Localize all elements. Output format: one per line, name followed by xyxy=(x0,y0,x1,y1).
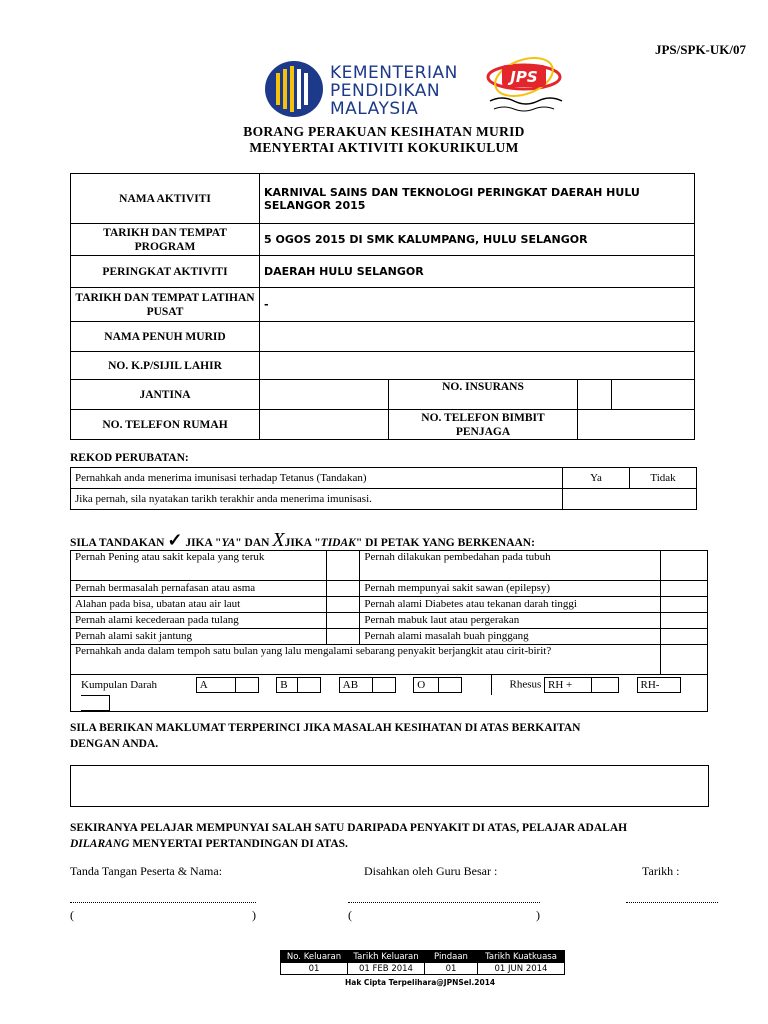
health-item-right: Pernah alami Diabetes atau tekanan darah tinggi xyxy=(360,597,660,613)
student-info-table xyxy=(70,173,695,440)
label-peringkat: PERINGKAT AKTIVITI xyxy=(71,256,260,288)
health-checkbox[interactable] xyxy=(660,551,707,581)
copyright-text: Hak Cipta Terpelihara@JPNSel.2014 xyxy=(345,978,496,987)
rekod-heading: REKOD PERUBATAN: xyxy=(70,452,189,464)
health-checkbox[interactable] xyxy=(660,613,707,629)
rhesus-label: Rhesus xyxy=(509,678,542,691)
tick-icon: ✓ xyxy=(167,530,183,550)
label-jantina: JANTINA xyxy=(71,380,260,410)
health-item-left: Pernah alami kecederaan pada tulang xyxy=(71,613,327,629)
health-item-right: Pernah mabuk laut atau pergerakan xyxy=(360,613,660,629)
cross-icon: X xyxy=(272,529,285,551)
blood-ab-box[interactable]: AB xyxy=(339,677,373,693)
rekod-tidak-option[interactable]: Tidak xyxy=(630,468,697,489)
ministry-line-2: PENDIDIKAN xyxy=(330,81,441,101)
health-checkbox[interactable] xyxy=(327,551,360,581)
field-jantina[interactable] xyxy=(260,380,389,410)
warning-text xyxy=(70,820,627,852)
health-checkbox[interactable] xyxy=(660,645,707,675)
signature-tarikh-label: Tarikh : xyxy=(642,864,680,878)
field-tarikh-program[interactable]: 5 OGOS 2015 DI SMK KALUMPANG, HULU SELANGOR xyxy=(260,224,695,256)
label-nama-murid: NAMA PENUH MURID xyxy=(71,322,260,352)
details-heading-line-1: SILA BERIKAN MAKLUMAT TERPERINCI JIKA MASALAH KESIHATAN DI ATAS BERKAITAN xyxy=(70,722,581,734)
guru-paren-open: ( xyxy=(348,908,352,922)
instruction-part-4: JIKA " xyxy=(284,537,321,549)
signature-guru-line[interactable] xyxy=(348,902,540,903)
revision-header-no: No. Keluaran xyxy=(281,951,348,963)
field-nama-aktiviti[interactable]: KARNIVAL SAINS DAN TEKNOLOGI PERINGKAT DAERAH HULU SELANGOR 2015 xyxy=(260,174,695,224)
blood-b-check[interactable] xyxy=(298,677,321,693)
blood-group-label: Kumpulan Darah xyxy=(81,678,158,691)
instruction-part-1: SILA TANDAKAN xyxy=(70,537,165,549)
field-kp[interactable] xyxy=(260,352,695,380)
details-heading xyxy=(70,720,580,752)
guru-paren-close: ) xyxy=(536,908,540,922)
health-item-left: Pernah alami sakit jantung xyxy=(71,629,327,645)
peserta-paren-open: ( xyxy=(70,908,74,922)
warning-line-1: SEKIRANYA PELAJAR MEMPUNYAI SALAH SATU DARIPADA PENYAKIT DI ATAS, PELAJAR ADALAH xyxy=(70,822,628,834)
blood-a-check[interactable] xyxy=(236,677,259,693)
health-checkbox[interactable] xyxy=(327,581,360,597)
health-item-right: Pernah alami masalah buah pinggang xyxy=(360,629,660,645)
instruction-tidak: TIDAK xyxy=(320,537,356,549)
blood-ab-check[interactable] xyxy=(373,677,396,693)
revision-header-pindaan: Pindaan xyxy=(425,951,478,963)
form-title-line-2: MENYERTAI AKTIVITI KOKURIKULUM xyxy=(249,140,519,155)
field-peringkat[interactable]: DAERAH HULU SELANGOR xyxy=(260,256,695,288)
field-telefon-bimbit[interactable] xyxy=(578,410,695,440)
label-nama-aktiviti: NAMA AKTIVITI xyxy=(71,174,260,224)
field-nama-murid[interactable] xyxy=(260,322,695,352)
warning-line-2: MENYERTAI PERTANDINGAN DI ATAS. xyxy=(129,838,348,850)
health-checkbox[interactable] xyxy=(327,613,360,629)
revision-value-pindaan: 01 xyxy=(425,963,478,975)
form-title xyxy=(0,124,768,156)
jps-logo-icon xyxy=(484,55,568,119)
revision-value-kuatkuasa: 01 JUN 2014 xyxy=(478,963,565,975)
health-checkbox[interactable] xyxy=(660,597,707,613)
label-telefon-rumah: NO. TELEFON RUMAH xyxy=(71,410,260,440)
revision-header-tarikh: Tarikh Keluaran xyxy=(348,951,425,963)
field-insurans[interactable] xyxy=(578,380,612,410)
details-textarea[interactable] xyxy=(70,765,709,807)
blood-b-box[interactable]: B xyxy=(276,677,298,693)
blood-a-box[interactable]: A xyxy=(196,677,236,693)
health-checklist-table xyxy=(70,550,708,712)
health-item-left: Pernah bermasalah pernafasan atau asma xyxy=(71,581,327,597)
revision-value-tarikh: 01 FEB 2014 xyxy=(348,963,425,975)
warning-dilarang: DILARANG xyxy=(70,838,130,850)
rh-negative-check[interactable] xyxy=(81,695,110,711)
blood-o-box[interactable]: O xyxy=(413,677,439,693)
health-item-left: Alahan pada bisa, ubatan atau air laut xyxy=(71,597,327,613)
form-title-line-1: BORANG PERAKUAN KESIHATAN MURID xyxy=(243,124,525,139)
blood-group-row xyxy=(71,675,708,712)
instruction-part-3: " DAN xyxy=(235,537,270,549)
label-telefon-bimbit: NO. TELEFON BIMBIT PENJAGA xyxy=(389,410,578,440)
details-heading-line-2: DENGAN ANDA. xyxy=(70,738,159,750)
health-checkbox[interactable] xyxy=(660,629,707,645)
label-tarikh-program: TARIKH DAN TEMPAT PROGRAM xyxy=(71,224,260,256)
jps-logo-text: JPS xyxy=(510,68,538,86)
rekod-table xyxy=(70,467,697,510)
rh-negative-box[interactable]: RH- xyxy=(637,677,681,693)
label-kp: NO. K.P/SIJIL LAHIR xyxy=(71,352,260,380)
signature-tarikh-line[interactable] xyxy=(626,902,718,903)
kpm-logo-icon xyxy=(264,60,324,118)
revision-header-kuatkuasa: Tarikh Kuatkuasa xyxy=(478,951,565,963)
field-latihan-pusat[interactable]: - xyxy=(260,288,695,322)
instruction-line xyxy=(70,529,535,552)
ministry-name xyxy=(330,64,458,118)
revision-table xyxy=(280,950,565,975)
rekod-ya-option[interactable]: Ya xyxy=(563,468,630,489)
health-checkbox[interactable] xyxy=(327,597,360,613)
blood-o-check[interactable] xyxy=(439,677,462,693)
health-item-right: Pernah dilakukan pembedahan pada tubuh xyxy=(360,551,660,581)
rekod-question-tetanus: Pernahkah anda menerima imunisasi terhadap Tetanus (Tandakan) xyxy=(71,468,563,489)
peserta-paren-close: ) xyxy=(252,908,256,922)
health-infectious-question: Pernahkah anda dalam tempoh satu bulan yang lalu mengalami sebarang penyakit berjangkit atau cirit-birit? xyxy=(71,645,661,675)
label-insurans: NO. INSURANS xyxy=(389,380,578,410)
document-reference: JPS/SPK-UK/07 xyxy=(654,42,746,57)
field-insurans-extra xyxy=(612,380,695,410)
label-latihan-pusat: TARIKH DAN TEMPAT LATIHAN PUSAT xyxy=(71,288,260,322)
ministry-line-1: KEMENTERIAN xyxy=(330,63,458,83)
signature-guru-label: Disahkan oleh Guru Besar : xyxy=(364,864,498,878)
health-checkbox[interactable] xyxy=(327,629,360,645)
rh-positive-box[interactable]: RH + xyxy=(544,677,592,693)
signature-peserta-line[interactable] xyxy=(70,902,256,903)
instruction-ya: YA xyxy=(221,537,236,549)
health-item-left: Pernah Pening atau sakit kepala yang teruk xyxy=(71,551,327,581)
rekod-date-field[interactable] xyxy=(563,489,697,510)
field-telefon-rumah[interactable] xyxy=(260,410,389,440)
health-item-right: Pernah mempunyai sakit sawan (epilepsy) xyxy=(360,581,660,597)
revision-value-no: 01 xyxy=(281,963,348,975)
ministry-line-3: MALAYSIA xyxy=(330,99,419,119)
rekod-question-date: Jika pernah, sila nyatakan tarikh terakhir anda menerima imunisasi. xyxy=(71,489,563,510)
instruction-part-2: JIKA " xyxy=(185,537,222,549)
instruction-part-5: " DI PETAK YANG BERKENAAN: xyxy=(355,537,535,549)
signature-peserta-label: Tanda Tangan Peserta & Nama: xyxy=(70,864,223,878)
health-checkbox[interactable] xyxy=(660,581,707,597)
rh-positive-check[interactable] xyxy=(592,677,619,693)
